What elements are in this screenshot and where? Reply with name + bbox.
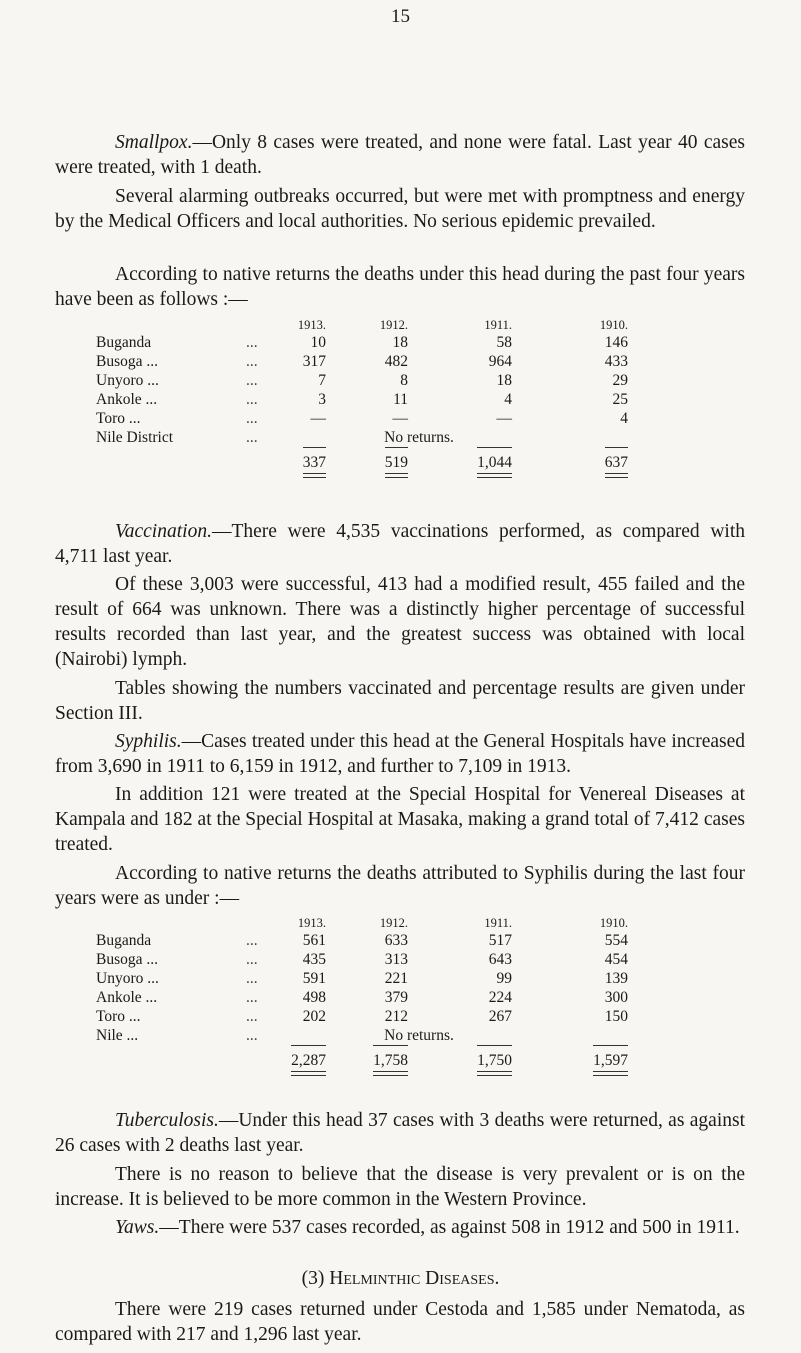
- smallpox-returns-intro: According to native returns the deaths under this head during the past four years have been as follows :—: [55, 264, 745, 310]
- table-header-row: [96, 317, 628, 333]
- table-row: Busoga ... ... 435 313 643 454: [96, 950, 628, 968]
- year-header: 1911.: [484, 915, 512, 930]
- no-returns-note: No returns.: [384, 1026, 454, 1044]
- smallpox-heading: Smallpox.: [115, 132, 193, 153]
- year-header: 1910.: [599, 317, 628, 332]
- vaccination-heading: Vaccination.: [115, 521, 212, 542]
- year-header: 1911.: [484, 317, 512, 332]
- syphilis-paragraph: [55, 729, 745, 779]
- smallpox-text: —Only 8 cases were treated, and none were fatal. Last year 40 cases were treated, with 1 death.: [55, 132, 745, 178]
- table-row: Buganda ... 10 18 58 146: [96, 333, 628, 351]
- vaccination-results-paragraph: Of these 3,003 were successful, 413 had a modified result, 455 failed and the result of 664 was unknown. There was a distinctly higher percentage of successful results recorded than last year, and the greatest success was obtained with local (Nairobi) lymph.: [55, 574, 745, 670]
- table-row: Nile District ... No returns.: [96, 428, 628, 447]
- page-number: 15: [391, 6, 410, 27]
- year-header: 1912.: [379, 915, 408, 930]
- tb-prevalence-paragraph: There is no reason to believe that the disease is very prevalent or is on the increase. It is believed to be more common in the Western Province.: [55, 1164, 745, 1210]
- yaws-paragraph: [55, 1215, 745, 1240]
- smallpox-paragraph: [55, 130, 745, 180]
- syphilis-heading: Syphilis.: [115, 731, 182, 752]
- year-header: 1912.: [379, 317, 408, 332]
- table-header-row: [96, 915, 628, 931]
- table-row: Toro ... ... — — — 4: [96, 409, 628, 427]
- syphilis-returns-intro: According to native returns the deaths attributed to Syphilis during the last four years were as under :—: [55, 863, 745, 909]
- table-row: Ankole ... ... 498 379 224 300: [96, 988, 628, 1006]
- table-row: Toro ... ... 202 212 267 150: [96, 1007, 628, 1025]
- year-header: 1913.: [297, 915, 326, 930]
- table-row: Buganda ... 561 633 517 554: [96, 931, 628, 949]
- syphilis-text: —Cases treated under this head at the General Hospitals have increased from 3,690 in 1911 to 6,159 in 1912, and further to 7,109 in 1913.: [55, 731, 745, 777]
- vaccination-text: —There were 4,535 vaccinations performed, as compared with 4,711 last year.: [55, 521, 745, 567]
- no-returns-note: No returns.: [384, 428, 454, 446]
- tuberculosis-heading: Tuberculosis.: [115, 1110, 219, 1131]
- totals-row: 337 519 1,044 637: [96, 447, 628, 472]
- table-row: Unyoro ... ... 7 8 18 29: [96, 371, 628, 389]
- tables-note-paragraph: Tables showing the numbers vaccinated and percentage results are given under Section III.: [55, 678, 745, 724]
- syphilis-deaths-table: [96, 915, 628, 1070]
- helminthic-paragraph: There were 219 cases returned under Cestoda and 1,585 under Nematoda, as compared with 217 and 1,296 last year.: [55, 1299, 745, 1345]
- yaws-heading: Yaws.: [115, 1217, 160, 1238]
- table-row: Busoga ... ... 317 482 964 433: [96, 352, 628, 370]
- outbreaks-paragraph: Several alarming outbreaks occurred, but were met with promptness and energy by the Medical Officers and local authorities. No serious epidemic prevailed.: [55, 186, 745, 232]
- table-row: Nile ... ... No returns.: [96, 1026, 628, 1045]
- helminthic-section-heading: (3) Helminthic Diseases.: [301, 1268, 500, 1289]
- vaccination-paragraph: [55, 519, 745, 569]
- year-header: 1913.: [297, 317, 326, 332]
- venereal-paragraph: In addition 121 were treated at the Special Hospital for Venereal Diseases at Kampala and 182 at the Special Hospital at Masaka, making a grand total of 7,412 cases treated.: [55, 784, 745, 855]
- smallpox-deaths-table: [96, 317, 628, 472]
- totals-row: 2,287 1,758 1,750 1,597: [96, 1045, 628, 1070]
- year-header: 1910.: [599, 915, 628, 930]
- table-row: Ankole ... ... 3 11 4 25: [96, 390, 628, 408]
- table-row: Unyoro ... ... 591 221 99 139: [96, 969, 628, 987]
- tuberculosis-text: —Under this head 37 cases with 3 deaths were returned, as against 26 cases with 2 deaths last year.: [55, 1110, 745, 1156]
- tuberculosis-paragraph: [55, 1108, 745, 1158]
- yaws-text: —There were 537 cases recorded, as against 508 in 1912 and 500 in 1911.: [159, 1217, 740, 1238]
